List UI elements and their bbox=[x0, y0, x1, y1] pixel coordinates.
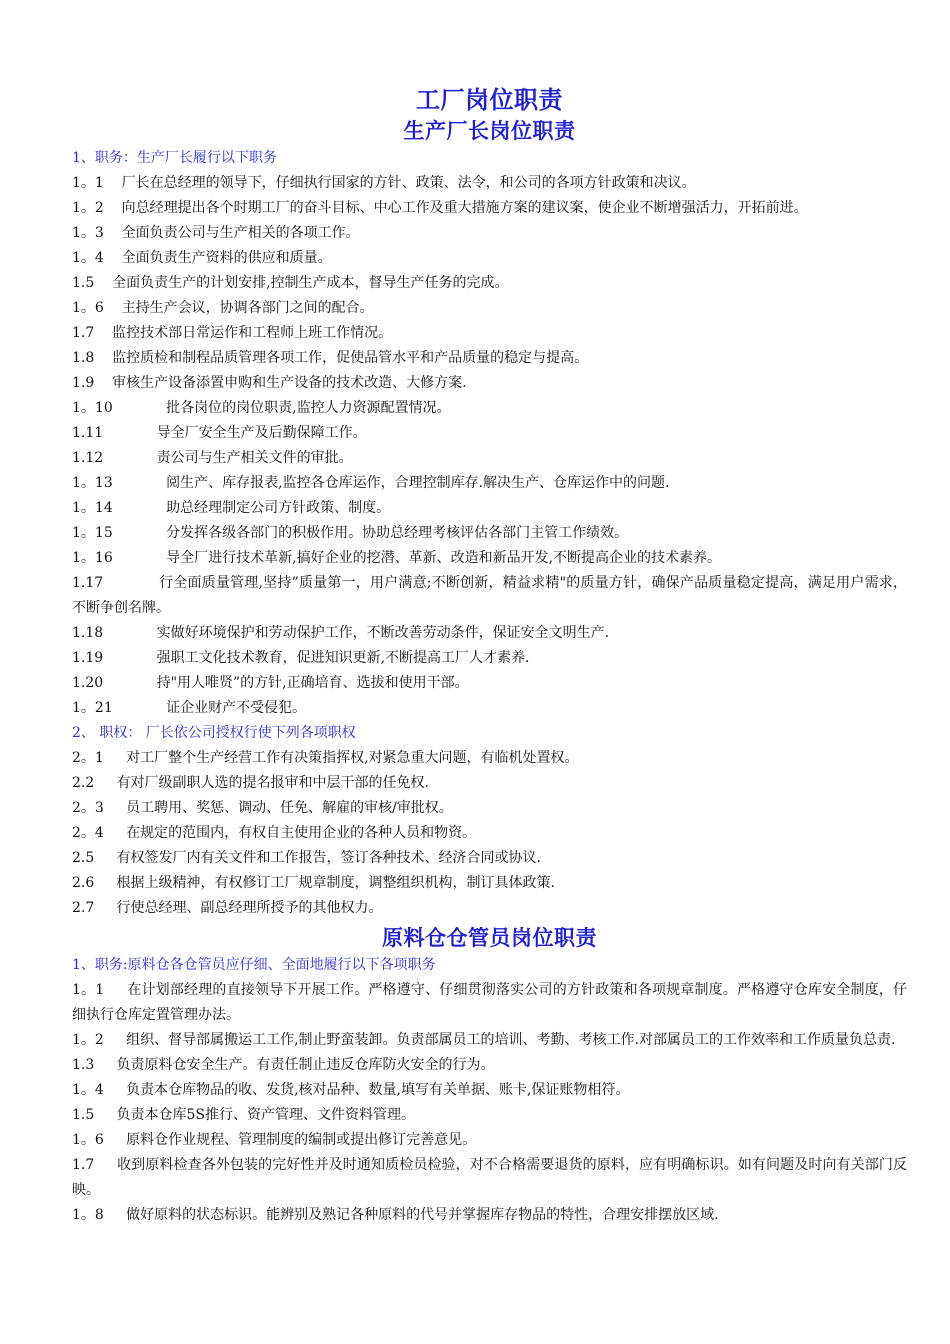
list-item bbox=[72, 546, 907, 571]
document-page bbox=[72, 84, 907, 1228]
list-item bbox=[72, 1103, 907, 1128]
list-item bbox=[72, 221, 907, 246]
item-text: 全面负责生产资料的供应和质量。 bbox=[121, 250, 332, 266]
item-text: 监控质检和制程品质管理各项工作，促使品管水平和产品质量的稳定与提高。 bbox=[112, 350, 589, 366]
section-subheading: 1、职务:原料仓各仓管员应仔细、全面地履行以下各项职务 bbox=[72, 957, 436, 973]
item-text: 在计划部经理的直接领导下开展工作。严格遵守、仔细贯彻落实公司的方针政策和各项规章制度。严格遵守仓库安全制度，仔细执行仓库定置管理办法。 bbox=[72, 982, 907, 1023]
item-number: 1.20 bbox=[72, 675, 157, 691]
item-text: 实做好环境保护和劳动保护工作，不断改善劳动条件，保证安全文明生产. bbox=[156, 625, 610, 641]
item-text: 审核生产设备添置申购和生产设备的技术改造、大修方案. bbox=[112, 375, 467, 391]
item-text: 员工聘用、奖惩、调动、任免、解雇的审核/审批权。 bbox=[126, 800, 453, 816]
item-number: 1。13 bbox=[72, 475, 167, 491]
item-text: 负责本仓库物品的收、发货,核对品种、数量,填写有关单据、账卡,保证账物相符。 bbox=[126, 1082, 630, 1098]
item-number: 1。2 bbox=[72, 200, 122, 216]
item-number: 1.9 bbox=[72, 375, 113, 391]
item-number: 1。10 bbox=[72, 400, 167, 416]
item-number: 1。6 bbox=[72, 300, 122, 316]
item-text: 在规定的范围内，有权自主使用企业的各种人员和物资。 bbox=[126, 825, 477, 841]
item-number: 1.12 bbox=[72, 450, 157, 466]
item-number: 1。1 bbox=[72, 175, 122, 191]
list-item bbox=[72, 796, 907, 821]
item-text: 分发挥各级各部门的积极作用。协助总经理考核评估各部门主管工作绩效。 bbox=[166, 525, 629, 541]
item-number: 1.8 bbox=[72, 350, 113, 366]
list-item bbox=[72, 171, 907, 196]
list-item bbox=[72, 471, 907, 496]
item-number: 1.3 bbox=[72, 1057, 117, 1073]
item-number: 2.2 bbox=[72, 775, 117, 791]
item-text: 阅生产、库存报表,监控各仓库运作，合理控制库存.解决生产、仓库运作中的问题. bbox=[166, 475, 670, 491]
document-content bbox=[72, 116, 907, 1228]
list-item bbox=[72, 446, 907, 471]
list-item bbox=[72, 1128, 907, 1153]
item-number: 1.5 bbox=[72, 275, 113, 291]
item-number: 1。4 bbox=[72, 250, 122, 266]
item-text: 收到原料检查各外包装的完好性并及时通知质检员检验，对不合格需要退货的原料，应有明确标识。如有问题及时向有关部门反映。 bbox=[72, 1157, 908, 1198]
item-number: 2.6 bbox=[72, 875, 117, 891]
list-item bbox=[72, 621, 907, 646]
item-text: 导全厂安全生产及后勤保障工作。 bbox=[156, 425, 367, 441]
list-item bbox=[72, 821, 907, 846]
list-item bbox=[72, 321, 907, 346]
item-text: 负责原料仓安全生产。有责任制止违反仓库防火安全的行为。 bbox=[116, 1057, 495, 1073]
item-text: 监控技术部日常运作和工程师上班工作情况。 bbox=[112, 325, 393, 341]
list-item bbox=[72, 978, 907, 1028]
section-title: 原料仓仓管员岗位职责 bbox=[382, 925, 597, 950]
item-text: 做好原料的状态标识。能辨别及熟记各种原料的代号并掌握库存物品的特性，合理安排摆放区域. bbox=[126, 1207, 719, 1223]
item-text: 批各岗位的岗位职责,监控人力资源配置情况。 bbox=[166, 400, 451, 416]
list-item bbox=[72, 671, 907, 696]
item-text: 全面负责公司与生产相关的各项工作。 bbox=[121, 225, 360, 241]
item-text: 原料仓作业规程、管理制度的编制或提出修订完善意见。 bbox=[126, 1132, 477, 1148]
item-text: 根据上级精神，有权修订工厂规章制度，调整组织机构，制订具体政策. bbox=[116, 875, 555, 891]
list-item bbox=[72, 871, 907, 896]
item-text: 助总经理制定公司方针政策、制度。 bbox=[166, 500, 391, 516]
item-text: 全面负责生产的计划安排,控制生产成本，督导生产任务的完成。 bbox=[112, 275, 509, 291]
list-item bbox=[72, 1078, 907, 1103]
item-number: 1。2 bbox=[72, 1032, 127, 1048]
item-text: 证企业财产不受侵犯。 bbox=[166, 700, 307, 716]
list-item bbox=[72, 896, 907, 921]
item-number: 2。4 bbox=[72, 825, 127, 841]
item-text: 有对厂级副职人选的提名报审和中层干部的任免权. bbox=[116, 775, 429, 791]
item-number: 1。15 bbox=[72, 525, 167, 541]
item-number: 1.5 bbox=[72, 1107, 117, 1123]
item-number: 1。3 bbox=[72, 225, 122, 241]
item-number: 1。16 bbox=[72, 550, 167, 566]
item-number: 1.17 bbox=[72, 575, 160, 591]
item-text: 厂长在总经理的领导下，仔细执行国家的方针、政策、法令，和公司的各项方针政策和决议。 bbox=[121, 175, 696, 191]
list-item bbox=[72, 346, 907, 371]
section-subheading: 2、 职权： 厂长依公司授权行使下列各项职权 bbox=[72, 725, 356, 741]
section-subheading: 1、职务：生产厂长履行以下职务 bbox=[72, 150, 277, 166]
list-item bbox=[72, 421, 907, 446]
item-text: 主持生产会议，协调各部门之间的配合。 bbox=[121, 300, 374, 316]
item-number: 1。21 bbox=[72, 700, 167, 716]
item-text: 导全厂进行技术革新,搞好企业的挖潜、革新、改造和新品开发,不断提高企业的技术素养。 bbox=[166, 550, 722, 566]
list-item bbox=[72, 271, 907, 296]
list-item bbox=[72, 846, 907, 871]
item-number: 1。8 bbox=[72, 1207, 127, 1223]
item-text: 行全面质量管理,坚持”质量第一，用户满意;不断创新，精益求精"的质量方针，确保产品质量稳定提高，满足用户需求，不断争创名牌。 bbox=[72, 575, 907, 616]
item-text: 负责本仓库5S推行、资产管理、文件资料管理。 bbox=[116, 1107, 416, 1123]
list-item bbox=[72, 696, 907, 721]
item-number: 1.7 bbox=[72, 1157, 118, 1173]
item-number: 2.5 bbox=[72, 850, 117, 866]
document-title: 工厂岗位职责 bbox=[416, 85, 563, 114]
item-number: 2。3 bbox=[72, 800, 127, 816]
item-text: 向总经理提出各个时期工厂的奋斗目标、中心工作及重大措施方案的建议案，使企业不断增强活力，开拓前进。 bbox=[121, 200, 808, 216]
item-number: 1。6 bbox=[72, 1132, 127, 1148]
item-text: 持"用人唯贤”的方针,正确培育、选拔和使用干部。 bbox=[156, 675, 469, 691]
list-item bbox=[72, 396, 907, 421]
item-text: 有权签发厂内有关文件和工作报告，签订各种技术、经济合同或协议. bbox=[116, 850, 541, 866]
list-item bbox=[72, 571, 907, 621]
list-item bbox=[72, 1203, 907, 1228]
list-item bbox=[72, 371, 907, 396]
item-text: 组织、督导部属搬运工工作,制止野蛮装卸。负责部属员工的培训、考勤、考核工作.对部属员工的工作效率和工作质量负总责. bbox=[126, 1032, 896, 1048]
item-number: 1.18 bbox=[72, 625, 157, 641]
list-item bbox=[72, 296, 907, 321]
list-item bbox=[72, 1053, 907, 1078]
item-number: 1.19 bbox=[72, 650, 157, 666]
item-text: 强职工文化技术教育，促进知识更新,不断提高工厂人才素养. bbox=[156, 650, 530, 666]
item-number: 2。1 bbox=[72, 750, 127, 766]
item-number: 1.11 bbox=[72, 425, 157, 441]
list-item bbox=[72, 496, 907, 521]
list-item bbox=[72, 196, 907, 221]
item-number: 2.7 bbox=[72, 900, 117, 916]
item-text: 对工厂整个生产经营工作有决策指挥权,对紧急重大问题，有临机处置权。 bbox=[126, 750, 579, 766]
item-text: 责公司与生产相关文件的审批。 bbox=[156, 450, 353, 466]
list-item bbox=[72, 246, 907, 271]
list-item bbox=[72, 746, 907, 771]
list-item bbox=[72, 1153, 907, 1203]
list-item bbox=[72, 521, 907, 546]
item-text: 行使总经理、副总经理所授予的其他权力。 bbox=[116, 900, 383, 916]
list-item bbox=[72, 1028, 907, 1053]
section-title: 生产厂长岗位职责 bbox=[403, 118, 576, 143]
list-item bbox=[72, 771, 907, 796]
item-number: 1。1 bbox=[72, 982, 128, 998]
item-number: 1。14 bbox=[72, 500, 167, 516]
item-number: 1。4 bbox=[72, 1082, 127, 1098]
list-item bbox=[72, 646, 907, 671]
item-number: 1.7 bbox=[72, 325, 113, 341]
